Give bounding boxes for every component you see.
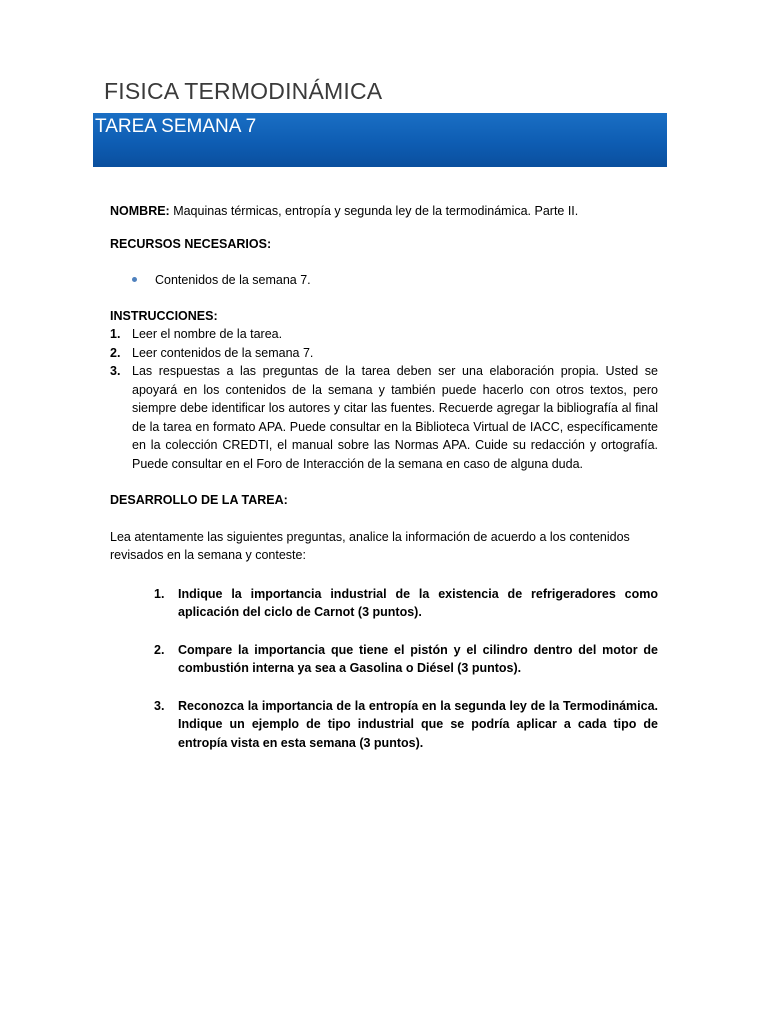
nombre-label: NOMBRE: <box>110 204 170 218</box>
list-item <box>110 641 658 678</box>
document-title: FISICA TERMODINÁMICA <box>104 78 383 104</box>
instrucciones-list <box>110 325 658 473</box>
question-number: 3. <box>154 698 165 713</box>
banner-title: TAREA SEMANA 7 <box>95 116 257 137</box>
item-number: 2. <box>110 345 121 360</box>
document-body <box>110 202 658 771</box>
question-text: Indique la importancia industrial de la existencia de refrigeradores como aplicación del ciclo de Carnot (3 puntos). <box>178 586 658 619</box>
item-number: 3. <box>110 364 121 378</box>
question-text: Compare la importancia que tiene el pistón y el cilindro dentro del motor de combustión interna ya sea a Gasolina o Diésel (3 puntos). <box>178 642 658 675</box>
bullet-icon <box>132 277 137 282</box>
list-item <box>110 325 658 344</box>
list-item <box>110 362 658 473</box>
item-text: Leer contenidos de la semana 7. <box>132 345 314 360</box>
desarrollo-heading: DESARROLLO DE LA TAREA: <box>110 493 288 507</box>
item-text: Las respuestas a las preguntas de la tarea deben ser una elaboración propia. Usted se apoyará en los contenidos de la semana y también puede hacerlo con otros textos, pero siempre debe identificar los autores y citar las fuentes. Recuerde agregar la bibliografía al final de la tarea en formato APA. Puede consultar en la Biblioteca Virtual de IACC, específicamente en la colección CREDTI, el manual sobre las Normas APA. Cuide su redacción y ortografía. Puede consultar en el Foro de Interacción de la semana en caso de alguna duda. <box>132 364 658 471</box>
item-number: 1. <box>110 327 121 341</box>
recurso-text: Contenidos de la semana 7. <box>155 273 311 287</box>
questions-list <box>110 585 658 753</box>
desarrollo-intro: Lea atentamente las siguientes preguntas, analice la información de acuerdo a los contenidos revisados en la semana y conteste: <box>110 529 630 562</box>
list-item <box>110 585 658 622</box>
nombre-line <box>110 202 658 221</box>
list-item <box>110 697 658 753</box>
instrucciones-heading: INSTRUCCIONES: <box>110 308 218 323</box>
nombre-value: Maquinas térmicas, entropía y segunda ley de la termodinámica. Parte II. <box>169 204 579 218</box>
title-banner <box>93 113 667 167</box>
question-number: 1. <box>154 586 165 601</box>
question-text: Reconozca la importancia de la entropía en la segunda ley de la Termodinámica. Indique un ejemplo de tipo industrial que se podría aplicar a cada tipo de entropía vista en esta semana (3 puntos). <box>178 698 658 750</box>
list-item <box>110 344 658 363</box>
list-item <box>110 271 658 290</box>
recursos-heading: RECURSOS NECESARIOS: <box>110 236 272 251</box>
recursos-list <box>110 271 658 290</box>
question-number: 2. <box>154 642 165 657</box>
item-text: Leer el nombre de la tarea. <box>132 327 283 341</box>
